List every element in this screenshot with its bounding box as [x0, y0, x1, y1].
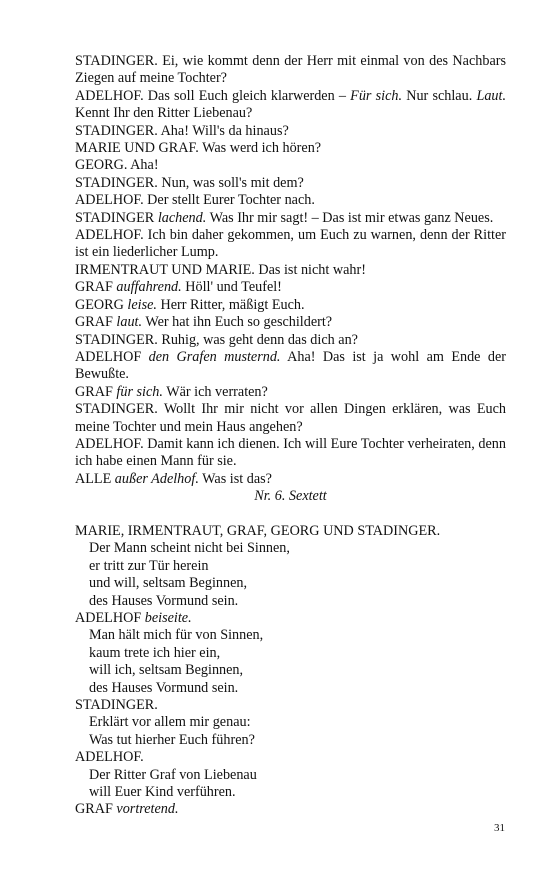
dialogue-line — [75, 157, 506, 174]
stage-direction: vortretend. — [116, 801, 179, 818]
line-text: ADELHOF — [75, 348, 149, 365]
line-text: ADELHOF. Das soll Euch gleich klarwerden – — [75, 87, 351, 104]
stage-direction: für sich. — [116, 383, 163, 400]
dialogue-line — [75, 436, 506, 471]
line-text: STADINGER. — [75, 697, 158, 714]
verse-line — [75, 575, 506, 592]
line-text: ALLE — [75, 470, 115, 487]
dialogue-line — [75, 192, 506, 209]
dialogue-line — [75, 262, 506, 279]
line-text: GEORG. Aha! — [75, 157, 159, 174]
verse-line — [75, 732, 506, 749]
dialogue-line — [75, 279, 506, 296]
line-text: STADINGER. Ruhig, was geht denn das dich an? — [75, 331, 358, 348]
line-text: IRMENTRAUT UND MARIE. Das ist nicht wahr! — [75, 261, 366, 278]
stage-direction: beiseite. — [144, 609, 192, 626]
dialogue-line — [75, 140, 506, 157]
line-text: GRAF — [75, 314, 117, 331]
verse-line — [75, 645, 506, 662]
line-text: Erklärt vor allem mir genau: — [89, 714, 251, 731]
dialogue-line — [75, 210, 506, 227]
line-text: MARIE UND GRAF. Was werd ich hören? — [75, 140, 322, 157]
verse-line — [75, 784, 506, 801]
stage-direction: leise. — [127, 296, 157, 313]
line-text: Herr Ritter, mäßigt Euch. — [156, 296, 305, 313]
line-text: GRAF — [75, 279, 117, 296]
verse-line — [75, 662, 506, 679]
line-text: ADELHOF. Der stellt Eurer Tochter nach. — [75, 192, 315, 209]
line-text: STADINGER — [75, 209, 158, 226]
stage-direction: laut. — [116, 314, 143, 331]
verse-line — [75, 593, 506, 610]
dialogue-line — [75, 175, 506, 192]
line-text: STADINGER. Wollt Ihr mir nicht vor allen Dingen erklären, was Euch meine Tochter und mein Haus angehen? — [75, 401, 506, 435]
dialogue-section — [75, 53, 506, 488]
dialogue-line — [75, 227, 506, 262]
dialogue-line — [75, 471, 506, 488]
stage-direction: den Grafen musternd. — [148, 348, 281, 365]
line-text: Was ist das? — [198, 470, 272, 487]
line-text: Man hält mich für von Sinnen, — [89, 627, 264, 644]
line-text: Was Ihr mir sagt! – Das ist mir etwas ganz Neues. — [206, 209, 494, 226]
dialogue-line — [75, 88, 506, 123]
line-text: ADELHOF. Damit kann ich dienen. Ich will Eure Tochter verheiraten, denn ich habe einen Mann für sie. — [75, 435, 506, 470]
line-text: des Hauses Vormund sein. — [89, 592, 239, 609]
line-text: Aha! Das ist ja wohl am Ende der Bewußte. — [75, 348, 506, 383]
dialogue-line — [75, 123, 506, 140]
line-text: Wär ich verraten? — [162, 383, 268, 400]
line-text: und will, seltsam Beginnen, — [89, 575, 248, 592]
line-text: STADINGER. Nun, was soll's mit dem? — [75, 174, 304, 191]
line-text: Kennt Ihr den Ritter Liebenau? — [75, 105, 253, 122]
speaker-line — [75, 523, 506, 540]
line-text: GRAF — [75, 801, 117, 818]
line-text: er tritt zur Tür herein — [89, 557, 209, 574]
line-text: MARIE, IRMENTRAUT, GRAF, GEORG UND STADINGER. — [75, 522, 441, 539]
section-spacer — [75, 506, 506, 523]
speaker-line — [75, 610, 506, 627]
page-number: 31 — [494, 822, 505, 834]
stage-direction: Laut. — [476, 87, 507, 104]
line-text: ADELHOF. — [75, 749, 144, 766]
number-heading: Nr. 6. Sextett — [254, 488, 327, 505]
dialogue-line — [75, 401, 506, 436]
dialogue-line — [75, 332, 506, 349]
line-text: Der Ritter Graf von Liebenau — [89, 766, 257, 783]
speaker-line — [75, 749, 506, 766]
dialogue-line — [75, 314, 506, 331]
verse-line — [75, 767, 506, 784]
line-text: Was tut hierher Euch führen? — [89, 731, 255, 748]
line-text: Nur schlau. — [402, 87, 477, 104]
stage-direction: lachend. — [157, 209, 207, 226]
line-text: kaum trete ich hier ein, — [89, 644, 221, 661]
stage-direction: Für sich. — [350, 87, 403, 104]
line-text: Der Mann scheint nicht bei Sinnen, — [89, 540, 290, 557]
text-block — [75, 53, 506, 819]
stage-direction: außer Adelhof. — [114, 470, 199, 487]
stage-direction: auffahrend. — [116, 279, 182, 296]
line-text: will Euer Kind verführen. — [89, 784, 236, 801]
line-text: ADELHOF. Ich bin daher gekommen, um Euch zu warnen, denn der Ritter ist ein liederlicher Lump. — [75, 227, 506, 261]
line-text: GRAF — [75, 383, 117, 400]
verse-line — [75, 680, 506, 697]
verse-line — [75, 714, 506, 731]
verse-line — [75, 558, 506, 575]
dialogue-line — [75, 349, 506, 384]
line-text: ADELHOF — [75, 609, 145, 626]
line-text: GEORG — [75, 296, 128, 313]
speaker-line — [75, 697, 506, 714]
speaker-line — [75, 801, 506, 818]
sextett-section — [75, 523, 506, 819]
dialogue-line — [75, 384, 506, 401]
line-text: STADINGER. Ei, wie kommt denn der Herr mit einmal von des Nachbars Ziegen auf meine Tochter? — [75, 53, 506, 87]
verse-line — [75, 540, 506, 557]
line-text: des Hauses Vormund sein. — [89, 679, 239, 696]
dialogue-line — [75, 53, 506, 88]
verse-line — [75, 627, 506, 644]
line-text: Höll' und Teufel! — [181, 279, 282, 296]
line-text: Wer hat ihn Euch so geschildert? — [142, 314, 333, 331]
line-text: will ich, seltsam Beginnen, — [89, 662, 244, 679]
line-text: STADINGER. Aha! Will's da hinaus? — [75, 122, 289, 139]
dialogue-line — [75, 297, 506, 314]
